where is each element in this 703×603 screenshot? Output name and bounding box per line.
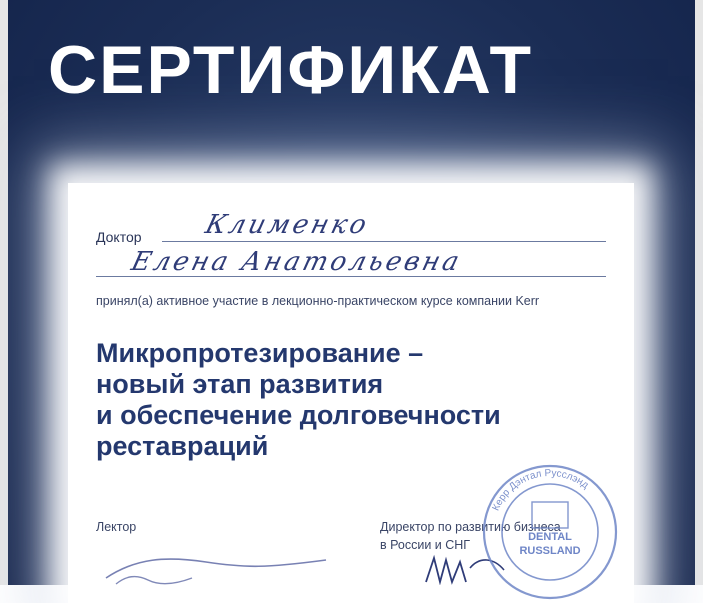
stamp-center-top: DENTAL xyxy=(528,531,572,543)
stamp-center-bottom: RUSSLAND xyxy=(519,545,581,557)
course-title-line: Микропротезирование – xyxy=(96,338,424,368)
lecturer-label: Лектор xyxy=(96,520,137,534)
handwritten-surname: Клименко xyxy=(202,210,373,240)
participation-text: принял(а) активное участие в лекционно-практическом курсе компании Kerr xyxy=(96,294,540,308)
course-title xyxy=(96,338,616,462)
company-stamp xyxy=(480,462,620,602)
doctor-name-line xyxy=(162,241,606,242)
handwritten-given-names: Елена Анатольевна xyxy=(128,247,466,277)
course-title-line: реставраций xyxy=(96,431,269,461)
course-title-line: новый этап развития xyxy=(96,369,384,399)
director-label-line: в России и СНГ xyxy=(380,538,471,552)
director-label-line: Директор по развитию бизнеса xyxy=(380,520,561,534)
lecturer-signature xyxy=(96,548,336,585)
doctor-label: Доктор xyxy=(96,229,142,245)
certificate-title: СЕРТИФИКАТ xyxy=(48,32,534,108)
stamp-ring-text: Керр Дэнтал Русслэнд xyxy=(490,467,591,513)
svg-text:Керр Дэнтал Русслэнд xyxy=(491,468,591,513)
course-title-line: и обеспечение долговечности xyxy=(96,400,501,430)
